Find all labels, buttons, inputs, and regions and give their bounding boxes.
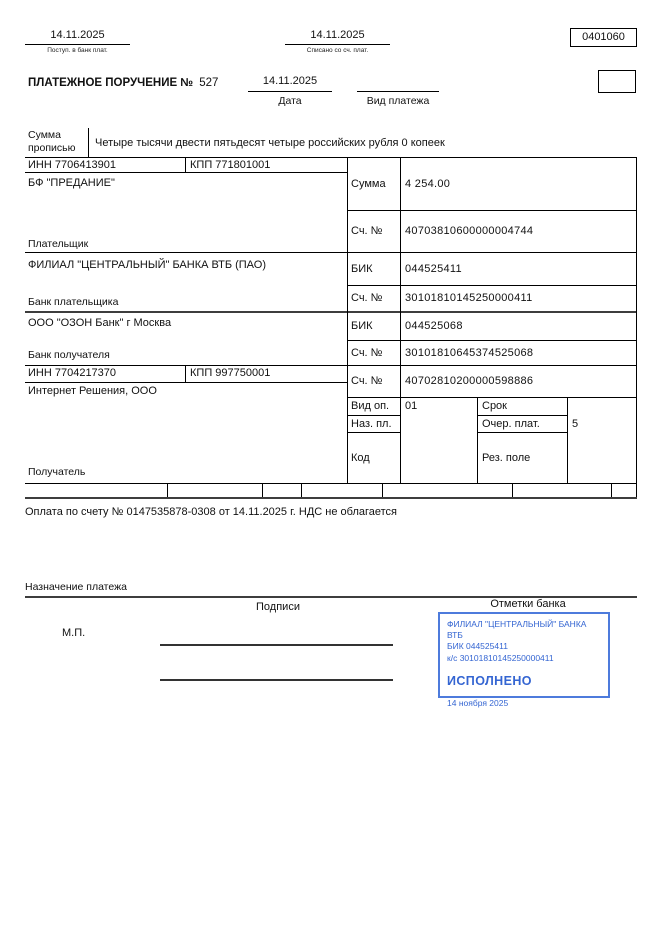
reserve-field-label: Рез. поле <box>482 451 531 464</box>
section-divider <box>25 497 637 499</box>
document-title <box>28 77 218 89</box>
sum-value: 4 254.00 <box>405 177 451 190</box>
payment-purpose-text: Оплата по счету № 0147535878-0308 от 14.11.2025 г. НДС не облагается <box>25 506 397 518</box>
op-type-value: 01 <box>405 400 418 412</box>
payer-name: БФ "ПРЕДАНИЕ" <box>28 177 115 189</box>
received-date-caption: Поступ. в банк плат. <box>47 47 108 54</box>
payer-bank-account: 30101810145250000411 <box>405 292 533 304</box>
bank-stamp <box>438 612 610 709</box>
payee-kpp: КПП 997750001 <box>190 367 271 379</box>
table-line <box>25 483 637 484</box>
debited-date-field: 14.11.2025 <box>285 29 390 45</box>
stamp-status: ИСПОЛНЕНО <box>447 673 532 688</box>
payer-account-label: Сч. № <box>351 225 383 237</box>
date-caption: Дата <box>278 95 302 107</box>
debited-date-caption: Списано со сч. плат. <box>306 47 369 54</box>
payee-bank-account: 30101810645374525068 <box>405 346 534 359</box>
document-number: 527 <box>199 77 219 89</box>
stamp-bik: БИК 044525411 <box>447 641 508 652</box>
table-line <box>477 397 478 483</box>
payer-bank-bik: 044525411 <box>405 262 462 275</box>
table-line <box>347 157 348 483</box>
received-date-field: 14.11.2025 <box>25 29 130 45</box>
table-line <box>88 128 89 157</box>
table-line <box>167 483 168 497</box>
table-line <box>512 483 513 497</box>
stamp-bank-name: ФИЛИАЛ "ЦЕНТРАЛЬНЫЙ" БАНКА ВТБ <box>447 619 587 641</box>
priority-label: Очер. плат. <box>482 417 540 430</box>
amount-in-words-label: Сумма прописью <box>28 129 76 154</box>
payment-type-field <box>357 75 439 92</box>
purpose-kind-label: Наз. пл. <box>351 417 392 430</box>
payee-bank-label: Банк получателя <box>28 349 110 361</box>
term-label: Срок <box>482 400 507 412</box>
mp-label: М.П. <box>62 627 86 639</box>
stamp-date: 14 ноября 2025 <box>447 698 509 709</box>
payee-bank-bik-label: БИК <box>351 319 373 332</box>
table-line <box>185 157 186 172</box>
code-label: Код <box>351 451 370 464</box>
table-line <box>400 157 401 483</box>
payer-bank-name: ФИЛИАЛ "ЦЕНТРАЛЬНЫЙ" БАНКА ВТБ (ПАО) <box>28 259 266 271</box>
payer-bank-bik-label: БИК <box>351 262 373 275</box>
payee-name: Интернет Решения, ООО <box>28 385 157 397</box>
table-line <box>25 172 347 173</box>
payee-account: 40702810200000598886 <box>405 375 534 387</box>
payer-bank-account-label: Сч. № <box>351 292 383 304</box>
payer-account: 40703810600000004744 <box>405 225 534 237</box>
table-line <box>25 382 347 383</box>
table-line <box>611 483 612 497</box>
stamp-corr-account: к/с 30101810145250000411 <box>447 652 554 663</box>
payment-type-caption: Вид платежа <box>366 95 430 107</box>
sum-label: Сумма <box>351 177 386 190</box>
op-type-label: Вид оп. <box>351 400 390 412</box>
payee-inn: ИНН 7704217370 <box>28 367 117 379</box>
table-line <box>185 365 186 382</box>
signature-line <box>160 644 393 646</box>
form-code-box: 0401060 <box>570 28 637 47</box>
document-title-label: ПЛАТЕЖНОЕ ПОРУЧЕНИЕ № <box>28 77 194 89</box>
signatures-header: Подписи <box>256 601 300 613</box>
document-date-field: 14.11.2025 <box>248 75 332 92</box>
payment-purpose-label: Назначение платежа <box>25 581 127 593</box>
amount-in-words-value: Четыре тысячи двести пятьдесят четыре российских рубля 0 копеек <box>95 136 445 149</box>
bank-marks-header: Отметки банка <box>490 598 566 610</box>
signature-line <box>160 679 393 681</box>
payee-bank-name: ООО "ОЗОН Банк" г Москва <box>28 317 172 329</box>
payer-inn: ИНН 7706413901 <box>28 159 117 171</box>
payer-label: Плательщик <box>28 238 89 250</box>
payer-kpp: КПП 771801001 <box>190 159 271 171</box>
table-line <box>567 397 568 483</box>
table-line <box>301 483 302 497</box>
payee-bank-bik: 044525068 <box>405 319 463 332</box>
reserve-box <box>598 70 636 93</box>
payee-label: Получатель <box>28 466 86 478</box>
payee-account-label: Сч. № <box>351 375 383 387</box>
payee-bank-account-label: Сч. № <box>351 346 383 359</box>
priority-value: 5 <box>572 417 579 430</box>
table-line <box>382 483 383 497</box>
table-line <box>262 483 263 497</box>
payer-bank-label: Банк плательщика <box>28 296 119 308</box>
table-line <box>636 157 637 497</box>
